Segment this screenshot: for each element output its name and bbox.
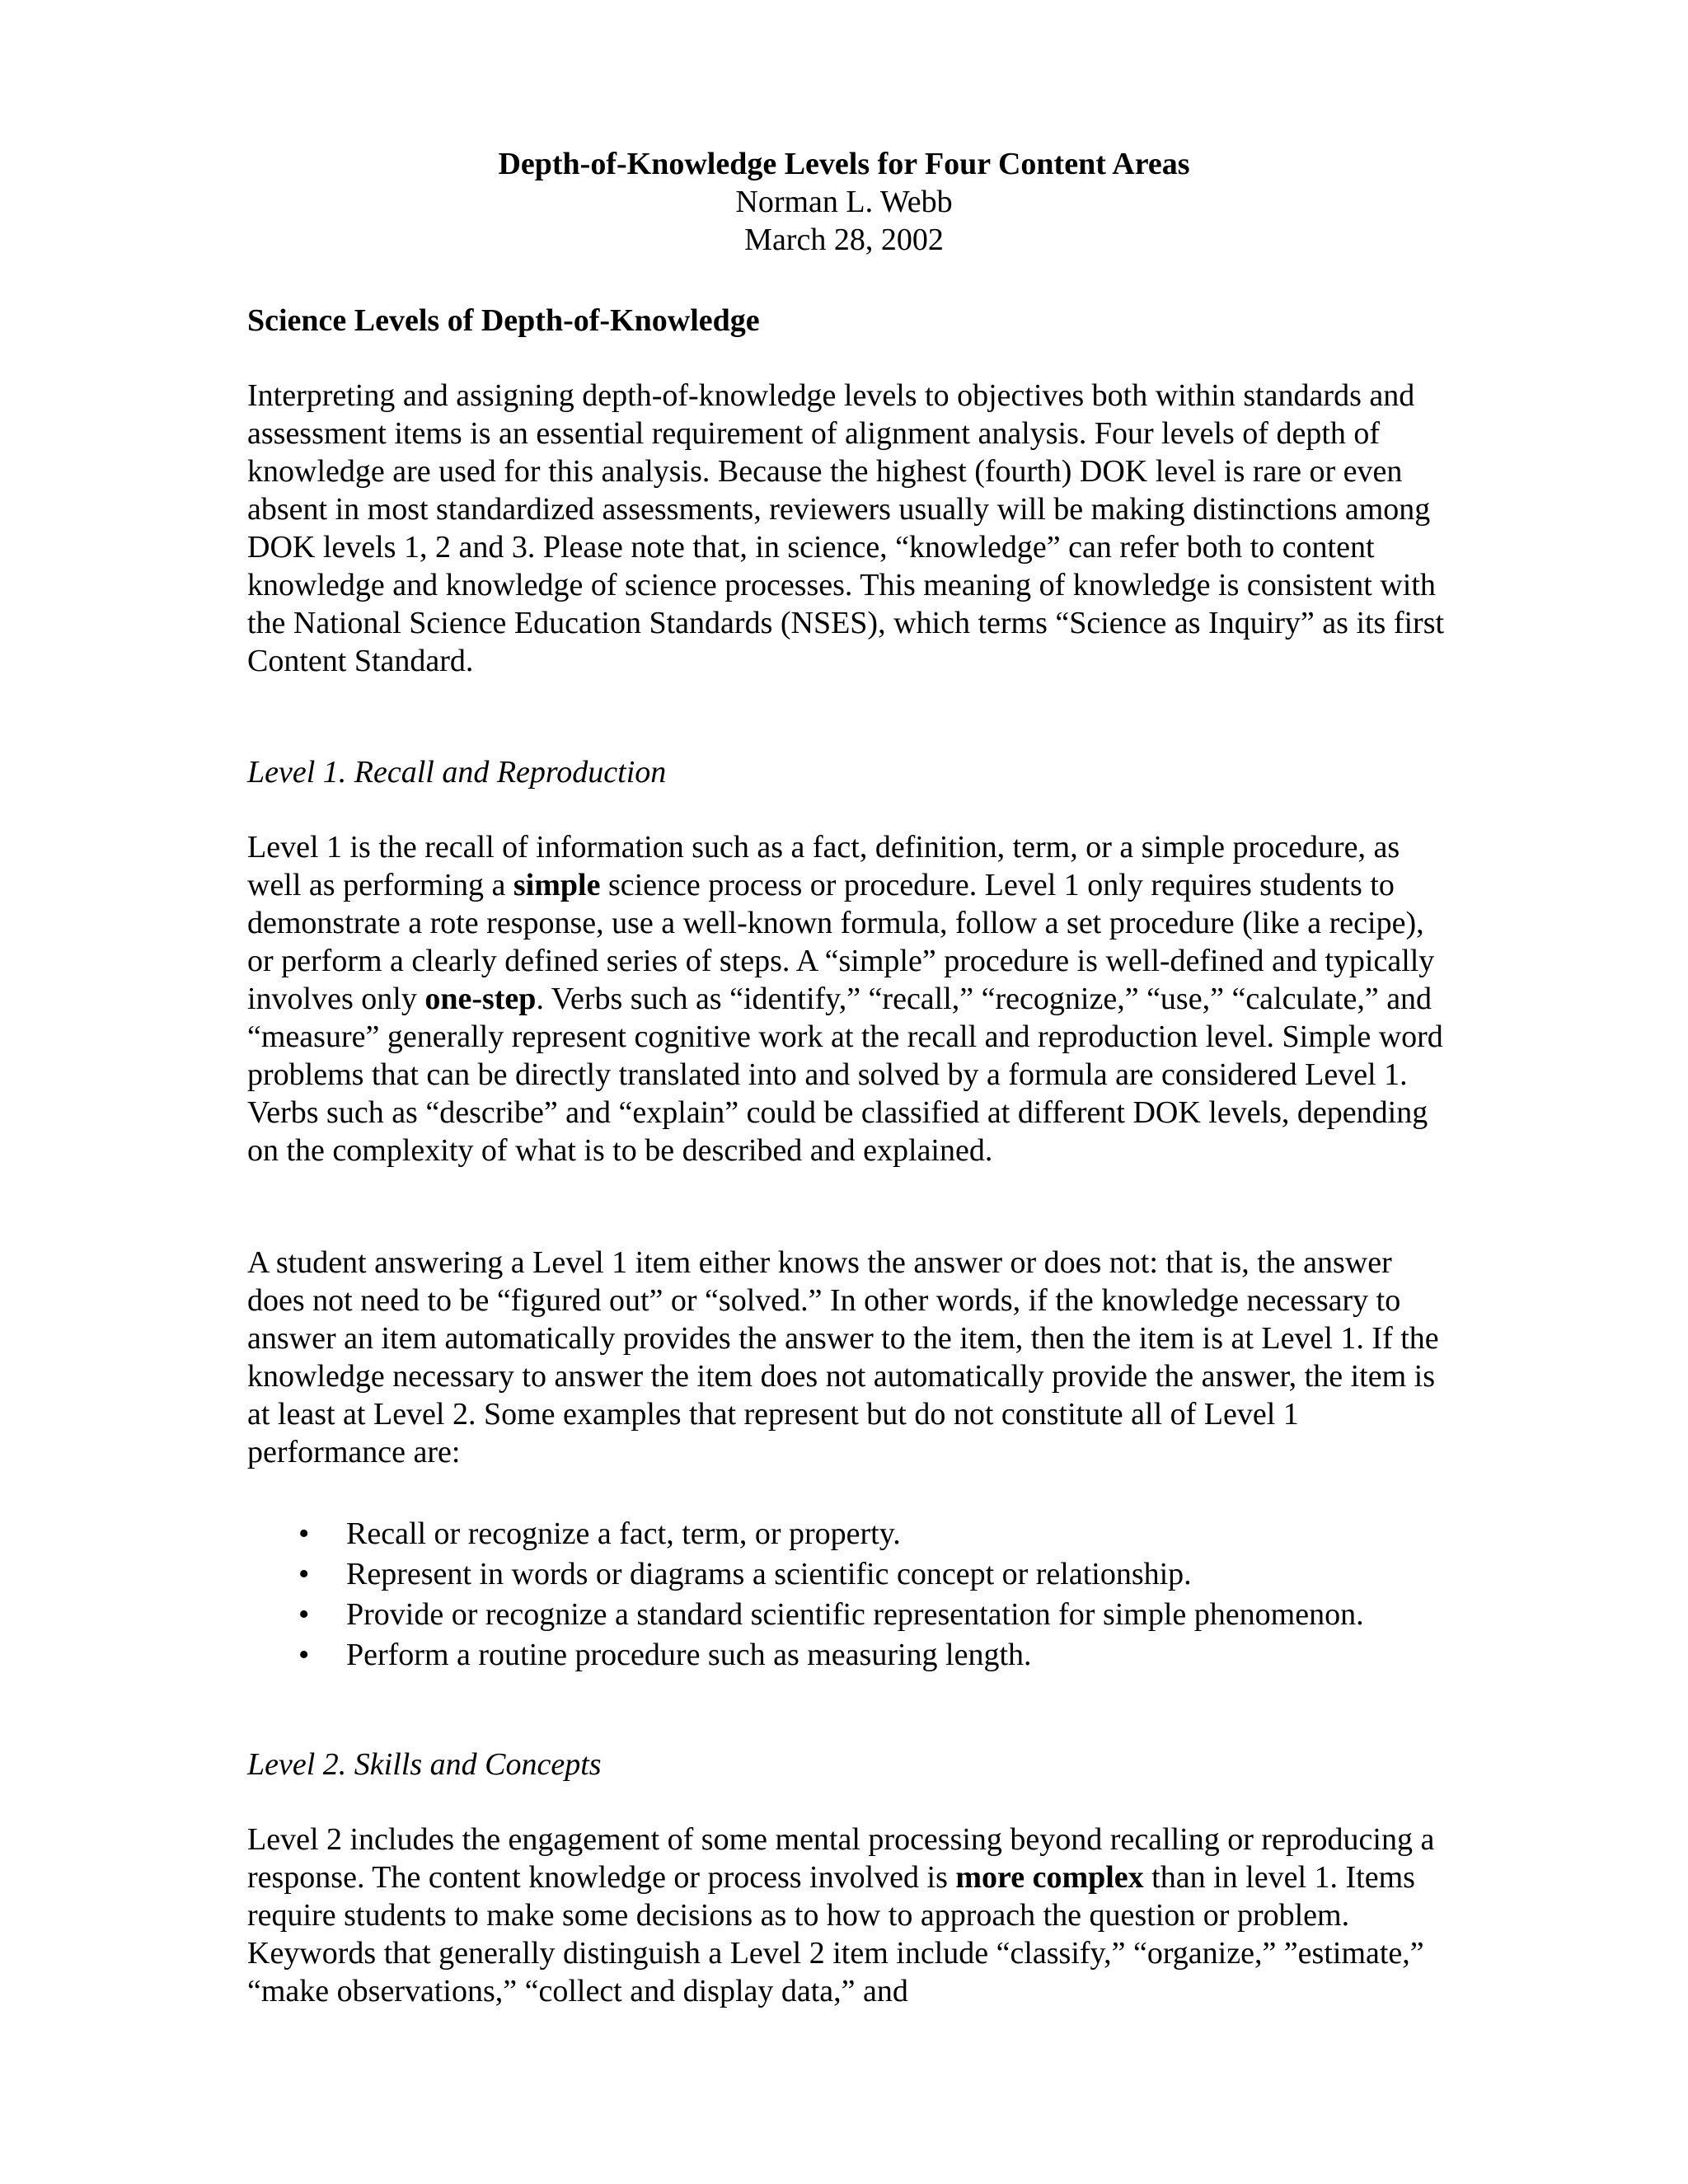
level-2-paragraph-1 xyxy=(247,1821,1451,2010)
level-1-p1-part-c: science process or procedure. Level 1 only requires students to demonstrate a rote response, use a well-known formula, follow a set procedure (like a recipe), or perform a clearly defined series of steps. A “simple” procedure is well-defined and typically involves only xyxy=(247,868,1435,1016)
list-item xyxy=(247,1554,1451,1595)
list-item-text: Perform a routine procedure such as measuring length. xyxy=(346,1638,1032,1672)
science-intro-paragraph xyxy=(247,377,1451,680)
level-1-paragraph-2 xyxy=(247,1244,1451,1471)
level-2-paragraph-1-text xyxy=(247,1821,1451,2010)
level-1-p1-bold-simple: simple xyxy=(513,868,601,902)
level-2-p1-part-c: than in level 1. Items require students to make some decisions as to how to approach the question or problem. Keywords that generally distinguish a Level 2 item include “classify,” “organize,” ”estimate,” “make observations,” “collect and display data,” and xyxy=(247,1860,1424,2008)
document-header xyxy=(0,145,1688,259)
bullet-icon: • xyxy=(298,1516,310,1551)
level-1-p1-part-a: Level 1 is the recall of information such as a fact, definition, term, or a simple procedure, as well as performing a xyxy=(247,830,1400,902)
level-1-paragraph-1-text xyxy=(247,828,1451,1169)
document-date: March 28, 2002 xyxy=(744,223,944,257)
level-1-paragraph-1 xyxy=(247,828,1451,1169)
level-2-p1-part-a: Level 2 includes the engagement of some mental processing beyond recalling or reproducing a response. The content knowledge or process involved is xyxy=(247,1822,1435,1895)
list-item-text: Recall or recognize a fact, term, or property. xyxy=(346,1516,901,1551)
list-item-text: Provide or recognize a standard scientific representation for simple phenomenon. xyxy=(346,1597,1364,1632)
section-heading-science: Science Levels of Depth-of-Knowledge xyxy=(247,303,760,338)
list-item-text: Represent in words or diagrams a scientific concept or relationship. xyxy=(346,1557,1192,1591)
level-1-paragraph-2-text: A student answering a Level 1 item either knows the answer or does not: that is, the answer does not need to be “figured out” or “solved.” In other words, if the knowledge necessary to answer an item automatically provides the answer to the item, then the item is at Level 1. If the knowledge necessary to answer the item does not automatically provide the answer, the item is at least at Level 2. Some examples that represent but do not constitute all of Level 1 performance are: xyxy=(247,1245,1439,1469)
level-1-p1-part-e: . Verbs such as “identify,” “recall,” “recognize,” “use,” “calculate,” and “measure” generally represent cognitive work at the recall and reproduction level. Simple word problems that can be directly translated into and solved by a formula are considered Level 1. Verbs such as “describe” and “explain” could be classified at different DOK levels, depending on the complexity of what is to be described and explained. xyxy=(247,982,1443,1168)
list-item xyxy=(247,1595,1451,1635)
level-1-examples-list xyxy=(247,1514,1451,1675)
bullet-icon: • xyxy=(298,1597,310,1632)
list-item xyxy=(247,1635,1451,1675)
bullet-icon: • xyxy=(298,1557,310,1591)
bullet-icon: • xyxy=(298,1638,310,1672)
level-2-heading: Level 2. Skills and Concepts xyxy=(247,1747,602,1782)
level-2-p1-bold-more-complex: more complex xyxy=(955,1860,1144,1895)
document-author: Norman L. Webb xyxy=(735,185,953,219)
level-1-p1-bold-one-step: one-step xyxy=(424,982,537,1016)
science-intro-text: Interpreting and assigning depth-of-knowledge levels to objectives both within standards and assessment items is an essential requirement of alignment analysis. Four levels of depth of knowledge are used for this analysis. Because the highest (fourth) DOK level is rare or even absent in most standardized assessments, reviewers usually will be making distinctions among DOK levels 1, 2 and 3. Please note that, in science, “knowledge” can refer both to content knowledge and knowledge of science processes. This meaning of knowledge is consistent with the National Science Education Standards (NSES), which terms “Science as Inquiry” as its first Content Standard. xyxy=(247,378,1445,678)
document-title: Depth-of-Knowledge Levels for Four Content Areas xyxy=(498,147,1190,181)
level-1-heading: Level 1. Recall and Reproduction xyxy=(247,755,667,790)
list-item xyxy=(247,1514,1451,1554)
